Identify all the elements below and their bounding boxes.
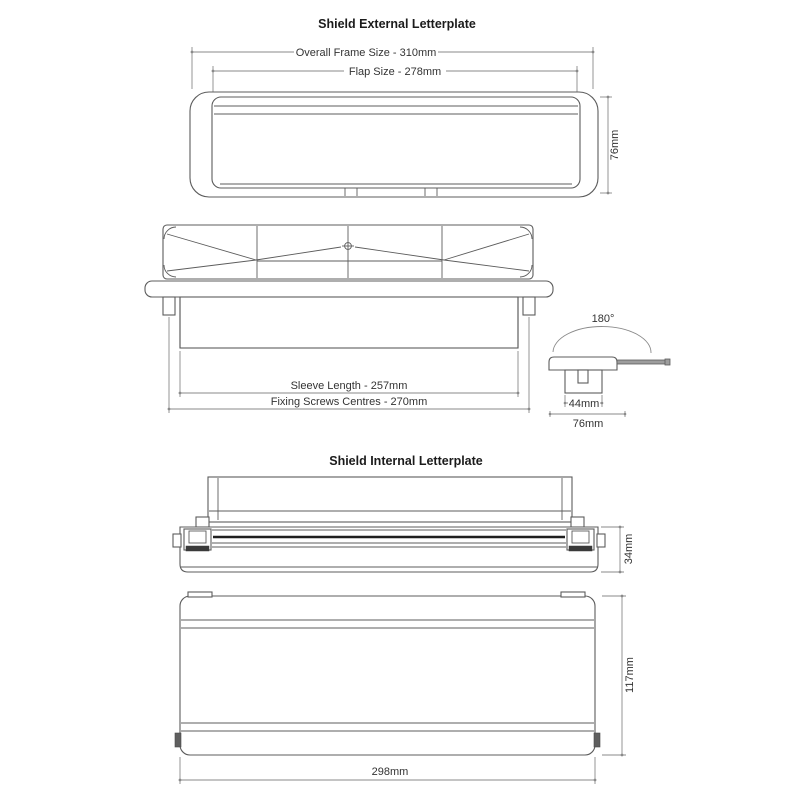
external-plan-view	[145, 225, 553, 413]
fixing-screw-right	[523, 297, 535, 315]
external-title: Shield External Letterplate	[318, 17, 476, 31]
open-flap-side	[617, 360, 667, 364]
frame-side-profile	[549, 357, 617, 370]
internal-title: Shield Internal Letterplate	[329, 454, 483, 468]
side-lug-left	[173, 534, 181, 547]
brush-seal-left	[186, 546, 209, 551]
sleeve-tab-left	[196, 517, 209, 527]
frame-flange	[145, 281, 553, 297]
sleeve-width-label: 44mm	[568, 398, 600, 410]
plate-height-label: 117mm	[624, 657, 636, 693]
fixing-screws-centres-label: Fixing Screws Centres - 270mm	[270, 396, 428, 408]
sleeve-length-label: Sleeve Length - 257mm	[290, 380, 408, 392]
brush-seal-right	[569, 546, 592, 551]
internal-front-view	[175, 592, 636, 784]
external-letterplate-section	[145, 17, 670, 430]
side-lug-right	[597, 534, 605, 547]
internal-plate-side	[180, 527, 598, 572]
internal-letterplate-section	[173, 454, 636, 784]
fixing-screw-left	[163, 297, 175, 315]
external-side-view	[549, 313, 670, 430]
flap-size-label: Flap Size - 278mm	[348, 66, 442, 78]
opening-angle-arc	[553, 327, 651, 353]
sleeve-slot	[578, 370, 588, 383]
plate-width-label: 298mm	[371, 766, 409, 778]
clip-left	[175, 733, 181, 747]
clip-right	[594, 733, 600, 747]
external-flap	[212, 97, 580, 188]
overall-frame-size-label: Overall Frame Size - 310mm	[295, 47, 437, 59]
sleeve-tab-right	[571, 517, 584, 527]
internal-sleeve	[208, 477, 572, 522]
external-front-view	[190, 45, 621, 197]
frame-height-label: 76mm	[609, 129, 621, 161]
opening-angle-label: 180°	[591, 313, 615, 325]
top-tab-right	[561, 592, 585, 597]
plate-depth-label: 34mm	[623, 533, 635, 565]
internal-side-view	[173, 477, 635, 573]
top-tab-left	[188, 592, 212, 597]
frame-width-label: 76mm	[572, 418, 604, 430]
